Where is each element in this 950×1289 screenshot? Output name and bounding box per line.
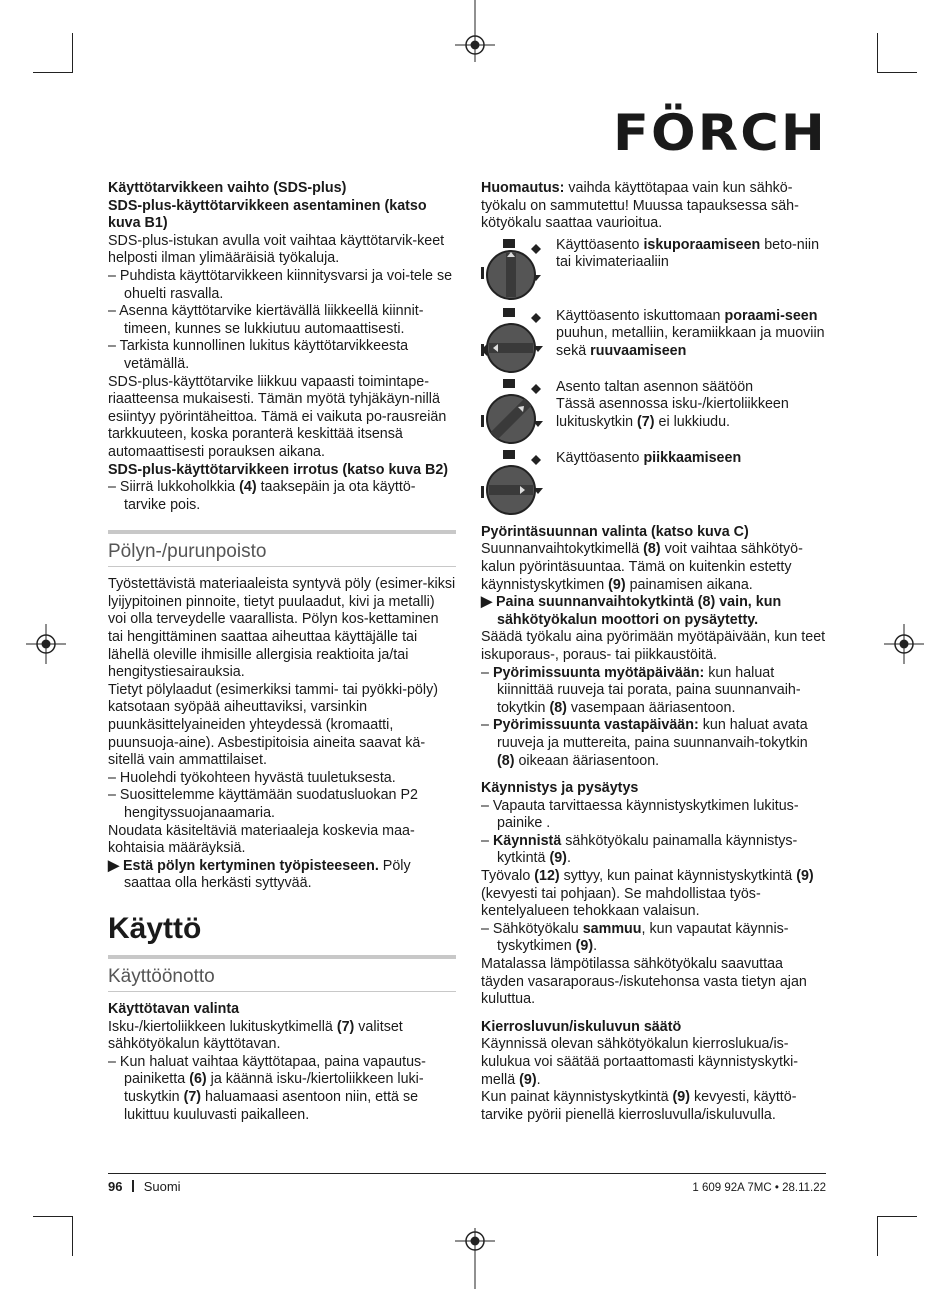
mode-switch-chisel-adjust-icon (481, 379, 551, 445)
instruction-item: ▶ Paina suunnanvaihtokytkintä (8) vain, kun sähkötyökalun moottori on pysäytetty. (481, 594, 782, 628)
brand-logo-text: FÖRCH (613, 104, 827, 162)
footer-code: 1 609 92A 7MC • 28.11.22 (692, 1182, 826, 1194)
mode-text: Asento taltan asennon säätöön Tässä asennossa isku-/kiertoliikkeen lukituskytkin (7) ei lukkiudu. (556, 378, 789, 430)
list-item: – Puhdista käyttötarvikkeen kiinnitysvarsi ja voi-tele se ohuelti rasvalla. (108, 267, 453, 302)
paragraph: Työvalo (12) syttyy, kun painat käynnistyskytkintä (9) (kevyesti tai pohjaan). Se mahdollistaa työs-kentelyalueen tehokkaan valaisun. (481, 868, 814, 920)
mode-text: Käyttöasento iskuporaamiseen beto-niin tai kivimateriaaliin (556, 236, 820, 271)
paragraph: Suunnanvaihtokytkimellä (8) voit vaihtaa sähkötyö-kalun pyörintäsuuntaa. Tämä on kuitenkin estetty käynnistyskytkimen (9) painamisen aikana. (481, 541, 803, 593)
heading-sds-remove: SDS-plus-käyttötarvikkeen irrotus (katso kuva B2) (108, 461, 449, 478)
mode-row-drill (481, 308, 829, 378)
page-number: 96 (108, 1179, 123, 1194)
brand-logo (613, 103, 828, 163)
section-title-startup: Käyttöönotto (108, 965, 215, 987)
list-item: – Siirrä lukkoholkkia (4) taaksepäin ja ota käyttö-tarvike pois. (108, 479, 416, 513)
list-item: – Vapauta tarvittaessa käynnistyskytkimen lukitus-painike . (481, 797, 799, 832)
paragraph: Käynnissä olevan sähkötyökalun kierroslukua/is-kulukua voi säätää portaattomasti käynnistyskytki-mellä (9). (481, 1036, 799, 1088)
section-rule (108, 991, 456, 992)
crop-mark (877, 1216, 917, 1217)
paragraph: Työstettävistä materiaaleista syntyvä pöly (esimer-kiksi lyijypitoinen pinnoite, tietyt puulaadut, kivi ja metalli) voi olla terveydelle vaarallista. Pölyn kos-kettaminen tai hengittäminen saattaa aiheuttaa käyttäjälle tai lähellä oleville ihmisille allergisia reaktioita ja/tai hengitystiesairauksia. (108, 576, 456, 681)
right-column (481, 180, 829, 1124)
mode-switch-drill-icon (481, 308, 551, 374)
paragraph: Kun painat käynnistyskytkintä (9) kevyesti, käyttö-tarvike pyörii pienellä kierrosluvulla/iskuluvulla. (481, 1089, 797, 1123)
footer-separator (132, 1180, 134, 1192)
list-item: – Suosittelemme käyttämään suodatusluokan P2 hengityssuojanaamaria. (108, 787, 418, 821)
paragraph: SDS-plus-käyttötarvike liikkuu vapaasti toimintape-riaatteensa mukaisesti. Tämän myötä tyhjäkäyn-nillä esiintyy pyörintäheittoa. Tämä ei vaikuta po-rausreiän tarkkuuteen, koska poranterä keskittää itsensä automaattisesti porauksen aikana. (108, 373, 447, 460)
list-item: – Huolehdi työkohteen hyvästä tuuletuksesta. (108, 769, 396, 786)
registration-mark-top (455, 0, 495, 62)
list-item: – Kun haluat vaihtaa käyttötapaa, paina vapautus-painiketta (6) ja käännä isku-/kiertoliikkeen luki-tuskytkin (7) haluamaasi asentoon niin, että se lukittuu kuuluvasti paikalleen. (108, 1053, 426, 1123)
paragraph: Säädä työkalu aina pyörimään myötäpäivään, kun teet iskuporaus-, poraus- tai piikkaustöitä. (481, 629, 826, 663)
crop-mark (877, 33, 878, 73)
section-bar (108, 530, 456, 534)
paragraph: Noudata käsiteltäviä materiaaleja koskevia maa-kohtaisia määräyksiä. (108, 822, 415, 857)
mode-row-chisel (481, 450, 829, 520)
list-item: – Käynnistä sähkötyökalu painamalla käynnistys-kytkintä (9). (481, 832, 798, 867)
instruction-item: ▶ Estä pölyn kertyminen työpisteeseen. Pöly saattaa olla herkästi syttyvää. (108, 857, 411, 892)
left-column (108, 180, 456, 1124)
heading-start-stop: Käynnistys ja pysäytys (481, 780, 639, 797)
section-rule (108, 566, 456, 567)
list-item: – Tarkista kunnollinen lukitus käyttötarvikkeesta vetämällä. (108, 338, 409, 372)
paragraph: Tietyt pölylaadut (esimerkiksi tammi- tai pyökki-pöly) katsotaan syöpää aiheuttaviksi, varsinkin puunkäsittelyaineiden yhteydessä (kromaatti, puunsuoja-aine). Asbestipitoisia aineita saavat kä-sitellä vain ammattilaiset. (108, 681, 438, 769)
note-paragraph: Huomautus: vaihda käyttötapaa vain kun sähkö-työkalu on sammutettu! Muussa tapauksessa säh-kötyökalu saattaa vaurioitua. (481, 180, 799, 232)
heading-speed: Kierrosluvun/iskuluvun säätö (481, 1018, 682, 1035)
mode-text: Käyttöasento piikkaamiseen (556, 449, 742, 466)
registration-mark-left (26, 624, 66, 664)
crop-mark (72, 33, 73, 73)
crop-mark (33, 1216, 73, 1217)
footer-language: Suomi (143, 1179, 181, 1194)
mode-text: Käyttöasento iskuttomaan poraami-seen puuhun, metalliin, keramiikkaan ja muoviin sekä ruuvaamiseen (556, 307, 825, 359)
mode-switch-chisel-icon (481, 450, 551, 516)
heading-sds-change: Käyttötarvikkeen vaihto (SDS-plus) (108, 180, 347, 196)
registration-mark-right (884, 624, 924, 664)
footer-left (108, 1179, 181, 1195)
heading-rotation: Pyörintäsuunnan valinta (katso kuva C) (481, 523, 749, 540)
crop-mark (877, 72, 917, 73)
paragraph: Matalassa lämpötilassa sähkötyökalu saavuttaa täyden vasaraporaus-/iskutehonsa vasta tietyn ajan kuluttua. (481, 956, 807, 1008)
mode-row-hammer-drill (481, 237, 829, 307)
registration-mark-bottom (455, 1228, 495, 1289)
crop-mark (877, 1216, 878, 1256)
footer-rule (108, 1173, 826, 1174)
mode-row-chisel-adjust (481, 379, 829, 449)
crop-mark (33, 72, 73, 73)
crop-mark (72, 1216, 73, 1256)
section-bar (108, 955, 456, 959)
heading-sds-install: SDS-plus-käyttötarvikkeen asentaminen (katso kuva B1) (108, 197, 427, 232)
paragraph: Isku-/kiertoliikkeen lukituskytkimellä (7) valitset sähkötyökalun käyttötavan. (108, 1018, 403, 1053)
list-item: – Sähkötyökalu sammuu, kun vapautat käynnis-tyskytkimen (9). (481, 920, 789, 955)
chapter-title: Käyttö (108, 911, 202, 945)
mode-switch-hammer-drill-icon (481, 237, 551, 303)
heading-mode-select: Käyttötavan valinta (108, 1000, 240, 1017)
section-title-dust: Pölyn-/purunpoisto (108, 541, 267, 563)
paragraph: SDS-plus-istukan avulla voit vaihtaa käyttötarvik-keet helposti ilman ylimääräisiä työkaluja. (108, 232, 445, 267)
list-item: – Pyörimissuunta myötäpäivään: kun haluat kiinnittää ruuveja tai porata, paina suunnanvaih-tokytkin (8) vasempaan ääriasentoon. (481, 664, 801, 716)
list-item: – Pyörimissuunta vastapäivään: kun haluat avata ruuveja ja muttereita, paina suunnanvaih-tokytkin (8) oikeaan ääriasentoon. (481, 717, 808, 769)
list-item: – Asenna käyttötarvike kiertävällä liikkeellä kiinnit-timeen, kunnes se lukkiutuu automaattisesti. (108, 303, 424, 337)
